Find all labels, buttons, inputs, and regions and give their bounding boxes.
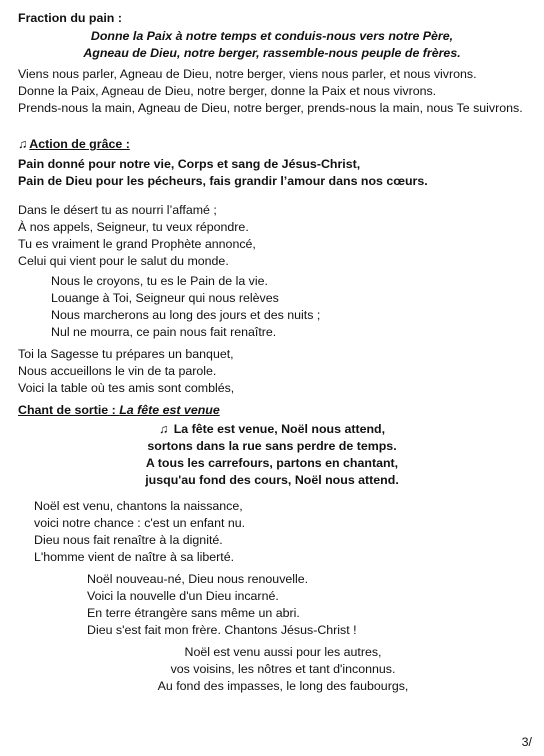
verse-line: Noël est venu, chantons la naissance, bbox=[34, 499, 243, 513]
action-refrain-line: Pain de Dieu pour les pécheurs, fais grandir l’amour dans nos cœurs. bbox=[18, 174, 428, 188]
sortie-refrain-line: A tous les carrefours, partons en chantant, bbox=[145, 456, 399, 470]
verse-line: L'homme vient de naître à sa liberté. bbox=[34, 550, 235, 564]
fraction-verse-line: Viens nous parler, Agneau de Dieu, notre berger, viens nous parler, et nous vivrons. bbox=[18, 67, 477, 81]
verse-line: Louange à Toi, Seigneur qui nous relèves bbox=[51, 291, 279, 305]
verse-line: Celui qui vient pour le salut du monde. bbox=[18, 254, 229, 268]
verse-line: Voici la nouvelle d'un Dieu incarné. bbox=[87, 589, 279, 603]
fraction-refrain-line: Donne la Paix à notre temps et conduis-nous vers notre Père, bbox=[90, 29, 454, 43]
sortie-refrain-line: jusqu'au fond des cours, Noël nous attend. bbox=[145, 473, 399, 487]
verse-line: En terre étrangère sans même un abri. bbox=[87, 606, 300, 620]
verse-line: Noël est venu aussi pour les autres, bbox=[184, 645, 382, 659]
verse-line: Voici la table où tes amis sont comblés, bbox=[18, 381, 235, 395]
sortie-verse-1 bbox=[34, 498, 245, 566]
sortie-title bbox=[18, 402, 220, 419]
verse-line: voici notre chance : c'est un enfant nu. bbox=[34, 516, 246, 530]
music-note-icon: ♫ bbox=[18, 137, 28, 151]
sortie-song-title: La fête est venue bbox=[119, 403, 220, 417]
verse-line: À nos appels, Seigneur, tu veux répondre. bbox=[18, 220, 249, 234]
sortie-refrain-text: La fête est venue, Noël nous attend, bbox=[173, 422, 386, 436]
fraction-verses bbox=[18, 66, 523, 117]
action-refrain-line: Pain donné pour notre vie, Corps et sang de Jésus-Christ, bbox=[18, 157, 361, 171]
music-note-icon: ♫ bbox=[158, 422, 169, 436]
sortie-refrain-line bbox=[0, 421, 544, 438]
verse-line: Dans le désert tu as nourri l’affamé ; bbox=[18, 203, 217, 217]
fraction-title: Fraction du pain : bbox=[18, 11, 122, 25]
verse-line: Nous accueillons le vin de ta parole. bbox=[18, 364, 217, 378]
verse-line: Dieu s'est fait mon frère. Chantons Jésus-Christ ! bbox=[87, 623, 357, 637]
fraction-verse-line: Donne la Paix, Agneau de Dieu, notre berger, donne la Paix et nous vivrons. bbox=[18, 84, 437, 98]
page-number: 3/ bbox=[521, 735, 532, 749]
verse-line: Noël nouveau-né, Dieu nous renouvelle. bbox=[87, 572, 309, 586]
fraction-verse-line: Prends-nous la main, Agneau de Dieu, notre berger, prends-nous la main, nous Te suivrons. bbox=[18, 101, 523, 115]
sortie-verse-3 bbox=[100, 644, 466, 695]
verse-line: Tu es vraiment le grand Prophète annoncé, bbox=[18, 237, 256, 251]
action-refrain bbox=[18, 156, 428, 190]
verse-line: Nous marcherons au long des jours et des nuits ; bbox=[51, 308, 321, 322]
verse-line: Dieu nous fait renaître à la dignité. bbox=[34, 533, 223, 547]
sortie-refrain-line: sortons dans la rue sans perdre de temps. bbox=[147, 439, 397, 453]
verse-line: vos voisins, les nôtres et tant d'inconnus. bbox=[170, 662, 396, 676]
sortie-refrain bbox=[0, 421, 544, 489]
action-title-text: Action de grâce : bbox=[29, 137, 130, 151]
verse-line: Nous le croyons, tu es le Pain de la vie. bbox=[51, 274, 268, 288]
sortie-title-prefix: Chant de sortie : bbox=[18, 403, 120, 417]
action-verse-1 bbox=[18, 202, 256, 270]
verse-line: Toi la Sagesse tu prépares un banquet, bbox=[18, 347, 234, 361]
fraction-refrain-line: Agneau de Dieu, notre berger, rassemble-nous peuple de frères. bbox=[83, 46, 461, 60]
action-title bbox=[18, 136, 130, 153]
verse-line: Nul ne mourra, ce pain nous fait renaître. bbox=[51, 325, 277, 339]
action-verse-2 bbox=[51, 273, 320, 341]
sortie-verse-2 bbox=[87, 571, 357, 639]
fraction-refrain bbox=[0, 28, 544, 62]
action-verse-3 bbox=[18, 346, 234, 397]
verse-line: Au fond des impasses, le long des faubourgs, bbox=[157, 679, 409, 693]
